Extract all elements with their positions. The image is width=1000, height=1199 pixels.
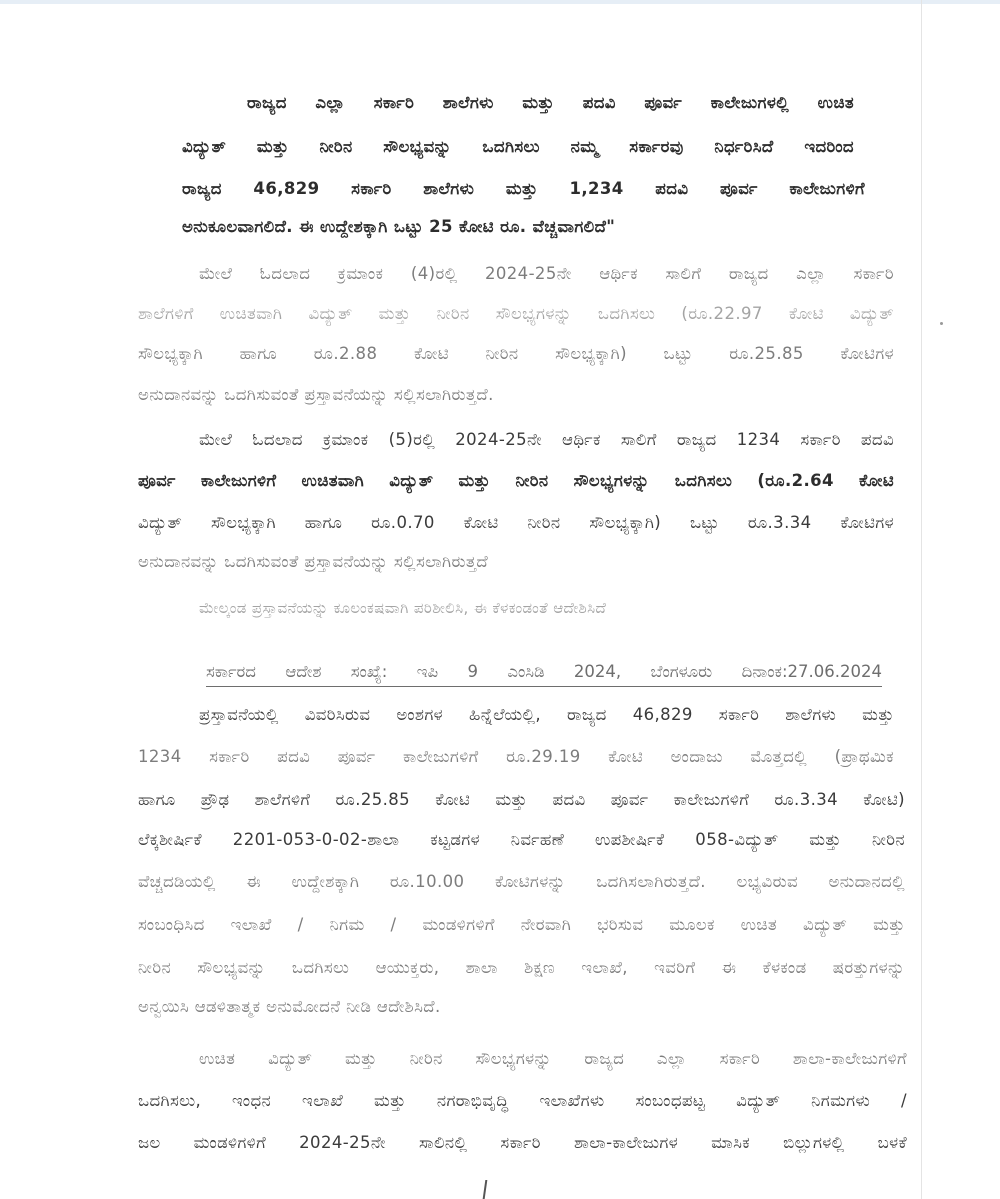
paragraph-4-line-1: ಮೇಲ್ಕಂಡ ಪ್ರಸ್ತಾವನೆಯನ್ನು ಕೂಲಂಕಷವಾಗಿ ಪರಿಶೀಲಿಸಿ, ಈ ಕೆಳಕಂಡಂತೆ ಆದೇಶಿಸಿದೆ [199,599,607,617]
paragraph-5-line-8: ಅನ್ವಯಿಸಿ ಆಡಳಿತಾತ್ಮಕ ಅನುಮೋದನೆ ನೀಡಿ ಆದೇಶಿಸಿದೆ. [138,997,441,1016]
paragraph-5-line-4: ಲೆಕ್ಕಶೀರ್ಷಿಕೆ 2201-053-0-02-ಶಾಲಾ ಕಟ್ಟಡಗಳ ನಿರ್ವಹಣೆ ಉಪಶೀರ್ಷಿಕೆ 058-ವಿದ್ಯುತ್ ಮತ್ತು ನೀರಿನ [138,830,905,849]
paragraph-3-line-1: ಮೇಲೆ ಓದಲಾದ ಕ್ರಮಾಂಕ (5)ರಲ್ಲಿ 2024-25ನೇ ಆರ್ಥಿಕ ಸಾಲಿಗೆ ರಾಜ್ಯದ 1234 ಸರ್ಕಾರಿ ಪದವಿ [199,430,894,449]
paragraph-2-line-3: ಸೌಲಭ್ಯಕ್ಕಾಗಿ ಹಾಗೂ ರೂ.2.88 ಕೋಟಿ ನೀರಿನ ಸೌಲಭ್ಯಕ್ಕಾಗಿ) ಒಟ್ಟು ರೂ.25.85 ಕೋಟಿಗಳ [138,344,894,363]
paragraph-5-line-6: ಸಂಬಂಧಿಸಿದ ಇಲಾಖೆ / ನಿಗಮ / ಮಂಡಳಿಗಳಿಗೆ ನೇರವಾಗಿ ಭರಿಸುವ ಮೂಲಕ ಉಚಿತ ವಿದ್ಯುತ್ ಮತ್ತು [138,915,905,934]
signature-stroke [483,1180,488,1199]
paragraph-6-line-1: ಉಚಿತ ವಿದ್ಯುತ್ ಮತ್ತು ನೀರಿನ ಸೌಲಭ್ಯಗಳನ್ನು ರಾಜ್ಯದ ಎಲ್ಲಾ ಸರ್ಕಾರಿ ಶಾಲಾ-ಕಾಲೇಜುಗಳಿಗೆ [199,1049,907,1068]
top-rule [0,0,1000,4]
paragraph-1-line-1: ರಾಜ್ಯದ ಎಲ್ಲಾ ಸರ್ಕಾರಿ ಶಾಲೆಗಳು ಮತ್ತು ಪದವಿ ಪೂರ್ವ ಕಾಲೇಜುಗಳಲ್ಲಿ ಉಚಿತ [247,93,854,112]
paragraph-3-line-3: ವಿದ್ಯುತ್ ಸೌಲಭ್ಯಕ್ಕಾಗಿ ಹಾಗೂ ರೂ.0.70 ಕೋಟಿ ನೀರಿನ ಸೌಲಭ್ಯಕ್ಕಾಗಿ) ಒಟ್ಟು ರೂ.3.34 ಕೋಟಿಗಳ [138,513,894,532]
paragraph-1-line-4: ಅನುಕೂಲವಾಗಲಿದೆ. ಈ ಉದ್ದೇಶಕ್ಕಾಗಿ ಒಟ್ಟು 25 ಕೋಟಿ ರೂ. ವೆಚ್ಚವಾಗಲಿದೆ" [182,217,616,236]
paragraph-6-line-3: ಜಲ ಮಂಡಳಿಗಳಿಗೆ 2024-25ನೇ ಸಾಲಿನಲ್ಲಿ ಸರ್ಕಾರಿ ಶಾಲಾ-ಕಾಲೇಜುಗಳ ಮಾಸಿಕ ಬಿಲ್ಲುಗಳಲ್ಲಿ ಬಳಕೆ [138,1133,907,1152]
paragraph-3-line-4: ಅನುದಾನವನ್ನು ಒದಗಿಸುವಂತೆ ಪ್ರಸ್ತಾವನೆಯನ್ನು ಸಲ್ಲಿಸಲಾಗಿರುತ್ತದೆ [138,552,489,571]
paragraph-5-line-3: ಹಾಗೂ ಪ್ರೌಢ ಶಾಲೆಗಳಿಗೆ ರೂ.25.85 ಕೋಟಿ ಮತ್ತು ಪದವಿ ಪೂರ್ವ ಕಾಲೇಜುಗಳಿಗೆ ರೂ.3.34 ಕೋಟಿ) [138,790,905,809]
paragraph-5-line-1: ಪ್ರಸ್ತಾವನೆಯಲ್ಲಿ ವಿವರಿಸಿರುವ ಅಂಶಗಳ ಹಿನ್ನೆಲೆಯಲ್ಲಿ, ರಾಜ್ಯದ 46,829 ಸರ್ಕಾರಿ ಶಾಲೆಗಳು ಮತ್ತು [199,705,894,724]
paragraph-5-line-2: 1234 ಸರ್ಕಾರಿ ಪದವಿ ಪೂರ್ವ ಕಾಲೇಜುಗಳಿಗೆ ರೂ.29.19 ಕೋಟಿ ಅಂದಾಜು ಮೊತ್ತದಲ್ಲಿ (ಪ್ರಾಥಮಿಕ [138,747,894,766]
paragraph-6-line-2: ಒದಗಿಸಲು, ಇಂಧನ ಇಲಾಖೆ ಮತ್ತು ನಗರಾಭಿವೃದ್ಧಿ ಇಲಾಖೆಗಳು ಸಂಬಂಧಪಟ್ಟ ವಿದ್ಯುತ್ ನಿಗಮಗಳು / [138,1091,907,1110]
paragraph-5-line-7: ನೀರಿನ ಸೌಲಭ್ಯವನ್ನು ಒದಗಿಸಲು ಆಯುಕ್ತರು, ಶಾಲಾ ಶಿಕ್ಷಣ ಇಲಾಖೆ, ಇವರಿಗೆ ಈ ಕೆಳಕಂಡ ಷರತ್ತುಗಳನ್ನು [138,958,905,977]
scan-speck [940,322,943,325]
paragraph-2-line-2: ಶಾಲೆಗಳಿಗೆ ಉಚಿತವಾಗಿ ವಿದ್ಯುತ್ ಮತ್ತು ನೀರಿನ ಸೌಲಭ್ಯಗಳನ್ನು ಒದಗಿಸಲು (ರೂ.22.97 ಕೋಟಿ ವಿದ್ಯುತ್ [138,304,894,323]
paragraph-1-line-2: ವಿದ್ಯುತ್ ಮತ್ತು ನೀರಿನ ಸೌಲಭ್ಯವನ್ನು ಒದಗಿಸಲು ನಮ್ಮ ಸರ್ಕಾರವು ನಿರ್ಧರಿಸಿದೆ ಇದರಿಂದ [182,137,854,156]
paragraph-2-line-1: ಮೇಲೆ ಓದಲಾದ ಕ್ರಮಾಂಕ (4)ರಲ್ಲಿ 2024-25ನೇ ಆರ್ಥಿಕ ಸಾಲಿಗೆ ರಾಜ್ಯದ ಎಲ್ಲಾ ಸರ್ಕಾರಿ [199,264,894,283]
page-edge-shadow [921,0,922,1199]
order-heading: ಸರ್ಕಾರದ ಆದೇಶ ಸಂಖ್ಯೆ: ಇಪಿ 9 ಎಂಸಿಡಿ 2024, ಬೆಂಗಳೂರು ದಿನಾಂಕ:27.06.2024 [206,660,882,687]
paragraph-5-line-5: ವೆಚ್ಚದಡಿಯಲ್ಲಿ ಈ ಉದ್ದೇಶಕ್ಕಾಗಿ ರೂ.10.00 ಕೋಟಿಗಳನ್ನು ಒದಗಿಸಲಾಗಿರುತ್ತದೆ. ಲಭ್ಯವಿರುವ ಅನುದಾನದಲ್ಲಿ [138,872,905,891]
paragraph-2-line-4: ಅನುದಾನವನ್ನು ಒದಗಿಸುವಂತೆ ಪ್ರಸ್ತಾವನೆಯನ್ನು ಸಲ್ಲಿಸಲಾಗಿರುತ್ತದೆ. [138,385,494,404]
paragraph-1-line-3: ರಾಜ್ಯದ 46,829 ಸರ್ಕಾರಿ ಶಾಲೆಗಳು ಮತ್ತು 1,234 ಪದವಿ ಪೂರ್ವ ಕಾಲೇಜುಗಳಿಗೆ [182,179,865,198]
paragraph-3-line-2: ಪೂರ್ವ ಕಾಲೇಜುಗಳಿಗೆ ಉಚಿತವಾಗಿ ವಿದ್ಯುತ್ ಮತ್ತು ನೀರಿನ ಸೌಲಭ್ಯಗಳನ್ನು ಒದಗಿಸಲು (ರೂ.2.64 ಕೋಟಿ [138,471,894,490]
